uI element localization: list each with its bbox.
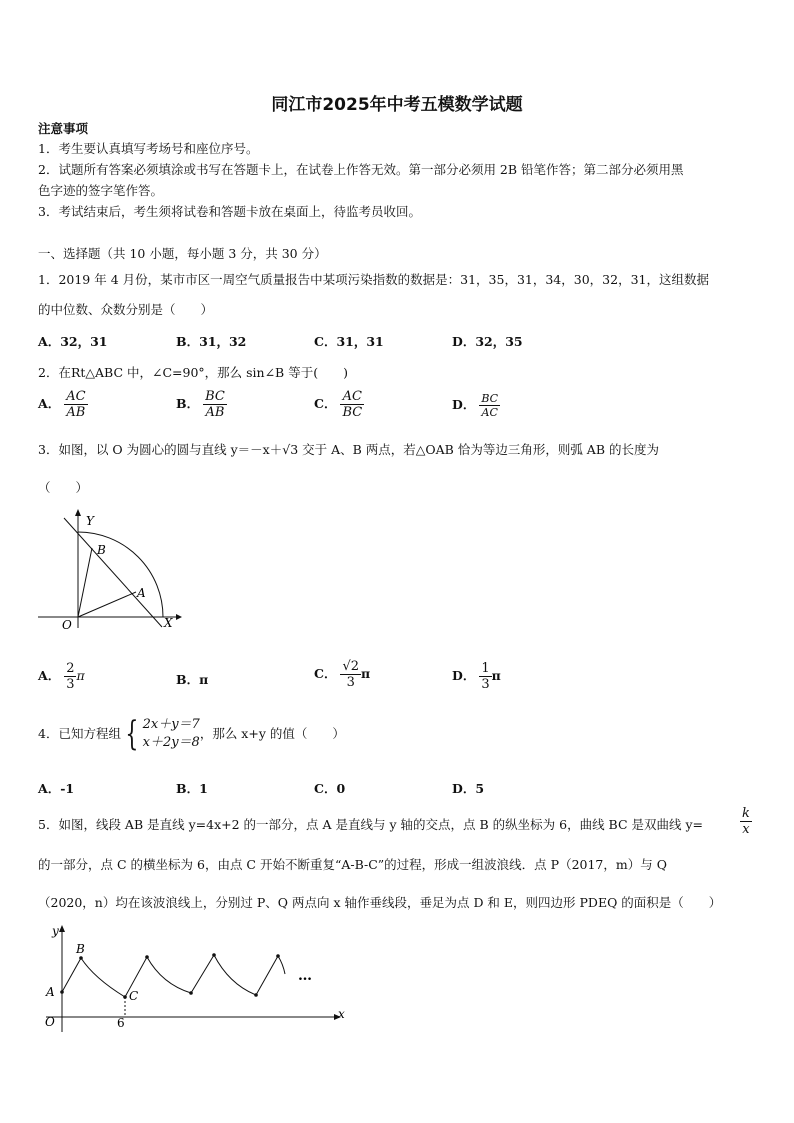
option-letter: A． [38,396,61,411]
q5-stem-line1: 5．如图，线段 AB 是直线 y=4x+2 的一部分，点 A 是直线与 y 轴的交点，点 B 的纵坐标为 6，曲线 BC 是双曲线 y= [38,817,704,832]
denominator: 3 [66,677,75,692]
numerator: BC [205,389,225,404]
q4-suffix: ，那么 x+y 的值（ ） [199,726,345,741]
segment-oa [78,592,136,617]
y-axis-label: y [52,924,59,938]
y-axis-arrow [75,509,81,516]
q1-option-d: D．32，35 [452,334,523,349]
fraction [64,389,87,420]
numerator: √2 [342,659,359,674]
notice-heading: 注意事项 [38,121,89,136]
q4-option-c: C．0 [314,781,346,796]
q3-stem [38,442,659,458]
q5-stem-line2: 的一部分，点 C 的横坐标为 6，由点 C 开始不断重复“A-B-C”的过程，形成一组波浪线．点 P（2017，m）与 Q [38,857,667,872]
point-b-label: B [76,942,85,956]
point-b-dot [79,956,83,960]
pi-symbol: π [199,672,209,687]
fraction [340,659,361,690]
peak-dot [276,954,280,958]
option-letter: A． [38,668,61,683]
q4-prefix: 4．已知方程组 [38,726,121,741]
fraction [479,661,491,692]
notice-item-1: 1．考生要认真填写考场号和座位序号。 [38,141,259,156]
fraction [203,389,227,420]
q1-option-c: C．31，31 [314,334,384,349]
q1-option-a: A．32，31 [38,334,108,349]
q2-option-a [38,389,88,420]
segment-ob [78,548,92,617]
denominator: AB [66,405,86,420]
circle-arc [78,532,163,617]
peak-dot [145,955,149,959]
pi-symbol: π [361,666,371,681]
x-axis-label: X [164,616,173,630]
q3-option-c [314,659,370,690]
origin-label: O [62,618,72,632]
wave-segment-4 [256,956,285,995]
q3-option-a [38,661,85,692]
q4-option-b: B．1 [176,781,208,796]
numerator: AC [66,389,86,404]
ellipsis: … [298,968,312,984]
numerator: AC [340,389,364,405]
wave-segment-3 [191,955,256,995]
point-c-dot [123,995,127,999]
wave-segment-1 [62,958,125,997]
q1-stem-line2: 的中位数、众数分别是（ ） [38,302,214,317]
point-a-dot [60,990,64,994]
option-letter: D． [452,668,476,683]
denominator: 3 [481,677,490,692]
fraction [64,661,76,692]
q2-stem: 2．在Rt△ABC 中，∠C=90°，那么 sin∠B 等于( ) [38,365,348,380]
q2-option-d [452,392,500,419]
page-title: 同江市2025年中考五模数学试题 [271,95,523,115]
q1-stem-line1: 1．2019 年 4 月份，某市市区一周空气质量报告中某项污染指数的数据是：31，35，31，34，30，32，31，这组数据 [38,272,709,287]
option-letter: B． [176,396,200,411]
notice-item-3: 3．考试结束后，考生须将试卷和答题卡放在桌面上，待监考员收回。 [38,204,421,219]
option-letter: B． [176,672,200,687]
q4-option-d: D．5 [452,781,485,796]
x-axis-arrow [176,614,182,620]
q5-figure [36,922,352,1034]
numerator: BC [481,392,499,405]
option-letter: D． [452,397,476,412]
peak-dot [212,953,216,957]
q2-option-c [314,389,364,420]
q4-option-a: A．-1 [38,781,75,796]
q3-option-b [176,672,208,688]
q2-option-b [176,389,227,420]
numerator: 2 [66,661,75,676]
numerator: 1 [481,661,490,676]
fraction [340,389,364,420]
q1-option-b: B．31，32 [176,334,247,349]
point-a-label: A [137,586,146,600]
y-axis-label: Y [86,514,94,528]
denominator: AC [481,406,498,419]
line-y-eq [64,518,162,627]
option-letter: C． [314,396,337,411]
q3-option-d [452,661,501,692]
trough-dot [189,991,193,995]
denominator: x [742,822,750,837]
x-axis-label: x [338,1007,345,1021]
q3-stem-part-b: 交于 A、B 两点，若△OAB 恰为等边三角形，则弧 AB 的长度为 [298,442,659,457]
brace-icon: { [125,714,139,754]
denominator: BC [342,405,363,420]
denominator: 3 [346,675,355,690]
fraction [740,806,752,837]
pi-symbol: π [491,668,501,683]
equation-1: 2x＋y＝7 [142,717,200,732]
pi-symbol: π [76,668,85,683]
equation-2: x＋2y＝8 [142,735,200,750]
option-letter: C． [314,666,337,681]
section-heading: 一、选择题（共 10 小题，每小题 3 分，共 30 分） [38,246,327,261]
q5-fraction [740,806,752,837]
y-axis-arrow [59,925,65,932]
equation-system [143,716,200,752]
tick-six-label: 6 [117,1016,125,1030]
numerator: k [742,806,750,821]
fraction [479,392,500,419]
point-a-label: A [46,985,55,999]
q5-stem-line3: （2020，n）均在该波浪线上，分别过 P、Q 两点向 x 轴作垂线段，垂足为点 D 和 E，则四边形 PDEQ 的面积是（ ） [38,895,722,910]
origin-label: O [45,1015,55,1029]
q3-figure [36,508,186,633]
point-c-label: C [129,989,139,1003]
denominator: AB [205,405,225,420]
notice-item-2-line1: 2．试题所有答案必须填涂或书写在答题卡上，在试卷上作答无效。第一部分必须用 2B 铅笔作答；第二部分必须用黑 [38,162,684,177]
trough-dot [254,993,258,997]
q3-stem-part-a: 3．如图，以 O 为圆心的圆与直线 y＝－x＋ [38,442,283,457]
sqrt-three: √3 [282,442,299,457]
notice-item-2-line2: 色字迹的签字笔作答。 [38,183,164,198]
point-b-label: B [97,543,106,557]
q3-paren: （ ） [38,480,89,495]
q4-stem [38,716,345,752]
